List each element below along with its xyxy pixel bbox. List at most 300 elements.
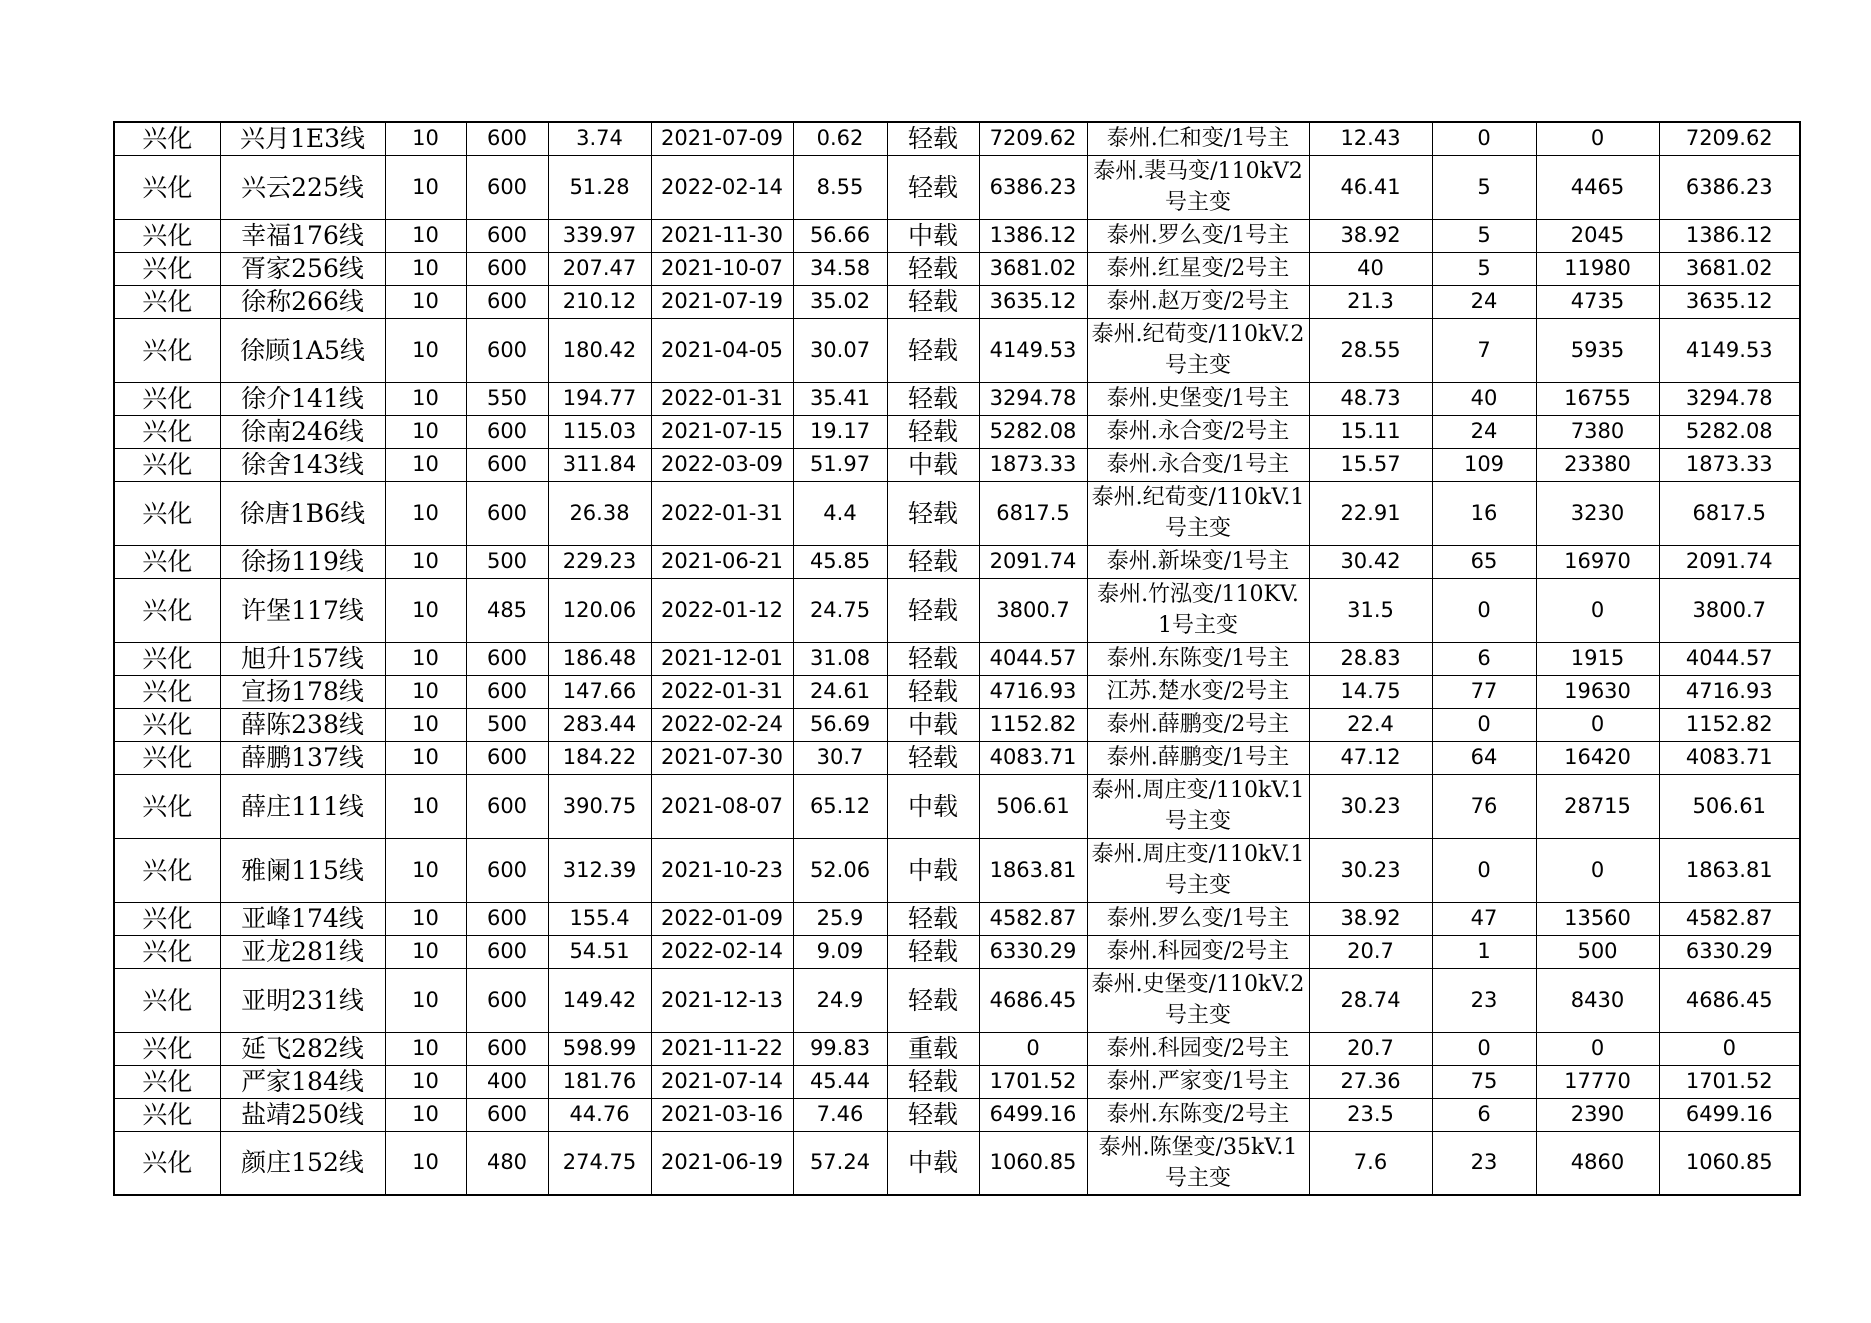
main-transformer-load-rate-cell: 47.12 (1309, 741, 1432, 774)
main-transformer-load-rate-cell: 22.4 (1309, 708, 1432, 741)
available-capacity-cell: 6386.23 (979, 155, 1087, 219)
load-rate-cell: 51.97 (793, 448, 887, 481)
user-count-cell: 75 (1432, 1065, 1536, 1098)
main-transformer-load-rate-cell: 31.5 (1309, 578, 1432, 642)
available-capacity-cell: 7209.62 (979, 122, 1087, 155)
voltage-cell: 10 (385, 838, 466, 902)
voltage-cell: 10 (385, 318, 466, 382)
line-name-cell: 许堡117线 (220, 578, 385, 642)
load-rate-cell: 25.9 (793, 902, 887, 935)
line-name-cell: 徐唐1B6线 (220, 481, 385, 545)
substation-cell: 泰州.永合变/1号主 (1087, 448, 1309, 481)
load-status-cell: 轻载 (887, 968, 979, 1032)
data-table (113, 121, 1801, 1196)
user-capacity-cell: 11980 (1536, 252, 1659, 285)
voltage-cell: 10 (385, 968, 466, 1032)
load-rate-cell: 19.17 (793, 415, 887, 448)
date-cell: 2021-07-09 (651, 122, 793, 155)
table-row (114, 219, 1800, 252)
max-current-cell: 210.12 (548, 285, 651, 318)
user-count-cell: 0 (1432, 838, 1536, 902)
available-capacity-cell: 3294.78 (979, 382, 1087, 415)
user-count-cell: 23 (1432, 968, 1536, 1032)
load-rate-cell: 24.75 (793, 578, 887, 642)
substation-cell: 泰州.罗么变/1号主 (1087, 902, 1309, 935)
main-transformer-load-rate-cell: 48.73 (1309, 382, 1432, 415)
rated-current-cell: 550 (466, 382, 548, 415)
max-current-cell: 339.97 (548, 219, 651, 252)
county-cell: 兴化 (114, 545, 220, 578)
remaining-capacity-cell: 4044.57 (1659, 642, 1800, 675)
user-capacity-cell: 0 (1536, 708, 1659, 741)
user-count-cell: 0 (1432, 578, 1536, 642)
load-status-cell: 重载 (887, 1032, 979, 1065)
date-cell: 2022-01-12 (651, 578, 793, 642)
substation-cell: 泰州.仁和变/1号主 (1087, 122, 1309, 155)
load-rate-cell: 45.85 (793, 545, 887, 578)
load-rate-cell: 56.66 (793, 219, 887, 252)
remaining-capacity-cell: 5282.08 (1659, 415, 1800, 448)
county-cell: 兴化 (114, 902, 220, 935)
line-name-cell: 雅阑115线 (220, 838, 385, 902)
load-status-cell: 轻载 (887, 382, 979, 415)
available-capacity-cell: 4044.57 (979, 642, 1087, 675)
date-cell: 2022-01-31 (651, 675, 793, 708)
county-cell: 兴化 (114, 642, 220, 675)
voltage-cell: 10 (385, 155, 466, 219)
substation-cell: 泰州.周庄变/110kV.1号主变 (1087, 774, 1309, 838)
remaining-capacity-cell: 3800.7 (1659, 578, 1800, 642)
substation-cell: 泰州.薛鹏变/2号主 (1087, 708, 1309, 741)
table-row (114, 252, 1800, 285)
date-cell: 2021-07-30 (651, 741, 793, 774)
rated-current-cell: 600 (466, 122, 548, 155)
table-row (114, 902, 1800, 935)
remaining-capacity-cell: 1863.81 (1659, 838, 1800, 902)
load-rate-cell: 56.69 (793, 708, 887, 741)
max-current-cell: 26.38 (548, 481, 651, 545)
voltage-cell: 10 (385, 902, 466, 935)
date-cell: 2021-10-07 (651, 252, 793, 285)
county-cell: 兴化 (114, 1065, 220, 1098)
user-capacity-cell: 0 (1536, 1032, 1659, 1065)
rated-current-cell: 600 (466, 902, 548, 935)
user-count-cell: 7 (1432, 318, 1536, 382)
available-capacity-cell: 4149.53 (979, 318, 1087, 382)
user-count-cell: 64 (1432, 741, 1536, 774)
date-cell: 2021-12-13 (651, 968, 793, 1032)
table-row (114, 481, 1800, 545)
user-count-cell: 16 (1432, 481, 1536, 545)
user-capacity-cell: 17770 (1536, 1065, 1659, 1098)
max-current-cell: 120.06 (548, 578, 651, 642)
load-rate-cell: 0.62 (793, 122, 887, 155)
line-name-cell: 兴云225线 (220, 155, 385, 219)
voltage-cell: 10 (385, 642, 466, 675)
max-current-cell: 207.47 (548, 252, 651, 285)
county-cell: 兴化 (114, 448, 220, 481)
county-cell: 兴化 (114, 285, 220, 318)
load-rate-cell: 35.02 (793, 285, 887, 318)
user-capacity-cell: 19630 (1536, 675, 1659, 708)
user-capacity-cell: 3230 (1536, 481, 1659, 545)
max-current-cell: 390.75 (548, 774, 651, 838)
max-current-cell: 181.76 (548, 1065, 651, 1098)
load-status-cell: 轻载 (887, 1098, 979, 1131)
load-status-cell: 轻载 (887, 318, 979, 382)
max-current-cell: 184.22 (548, 741, 651, 774)
county-cell: 兴化 (114, 1098, 220, 1131)
table-row (114, 675, 1800, 708)
line-name-cell: 盐靖250线 (220, 1098, 385, 1131)
main-transformer-load-rate-cell: 15.57 (1309, 448, 1432, 481)
rated-current-cell: 600 (466, 318, 548, 382)
main-transformer-load-rate-cell: 28.55 (1309, 318, 1432, 382)
remaining-capacity-cell: 1060.85 (1659, 1131, 1800, 1195)
county-cell: 兴化 (114, 578, 220, 642)
line-name-cell: 薛陈238线 (220, 708, 385, 741)
table-row (114, 382, 1800, 415)
rated-current-cell: 600 (466, 1098, 548, 1131)
rated-current-cell: 600 (466, 252, 548, 285)
remaining-capacity-cell: 4582.87 (1659, 902, 1800, 935)
substation-cell: 泰州.周庄变/110kV.1号主变 (1087, 838, 1309, 902)
load-rate-cell: 24.9 (793, 968, 887, 1032)
available-capacity-cell: 506.61 (979, 774, 1087, 838)
available-capacity-cell: 0 (979, 1032, 1087, 1065)
substation-cell: 江苏.楚水变/2号主 (1087, 675, 1309, 708)
rated-current-cell: 480 (466, 1131, 548, 1195)
user-count-cell: 77 (1432, 675, 1536, 708)
load-status-cell: 中载 (887, 838, 979, 902)
available-capacity-cell: 6499.16 (979, 1098, 1087, 1131)
table-row (114, 318, 1800, 382)
remaining-capacity-cell: 1152.82 (1659, 708, 1800, 741)
date-cell: 2022-01-31 (651, 481, 793, 545)
user-capacity-cell: 7380 (1536, 415, 1659, 448)
main-transformer-load-rate-cell: 20.7 (1309, 935, 1432, 968)
voltage-cell: 10 (385, 448, 466, 481)
rated-current-cell: 600 (466, 415, 548, 448)
load-status-cell: 轻载 (887, 252, 979, 285)
load-status-cell: 中载 (887, 774, 979, 838)
rated-current-cell: 500 (466, 545, 548, 578)
rated-current-cell: 500 (466, 708, 548, 741)
load-status-cell: 轻载 (887, 741, 979, 774)
load-rate-cell: 99.83 (793, 1032, 887, 1065)
line-name-cell: 宣扬178线 (220, 675, 385, 708)
table-row (114, 838, 1800, 902)
rated-current-cell: 600 (466, 741, 548, 774)
table-row (114, 1131, 1800, 1195)
main-transformer-load-rate-cell: 23.5 (1309, 1098, 1432, 1131)
voltage-cell: 10 (385, 774, 466, 838)
county-cell: 兴化 (114, 481, 220, 545)
remaining-capacity-cell: 1701.52 (1659, 1065, 1800, 1098)
available-capacity-cell: 4686.45 (979, 968, 1087, 1032)
user-count-cell: 47 (1432, 902, 1536, 935)
main-transformer-load-rate-cell: 30.23 (1309, 774, 1432, 838)
substation-cell: 泰州.史堡变/1号主 (1087, 382, 1309, 415)
rated-current-cell: 600 (466, 1032, 548, 1065)
load-rate-cell: 9.09 (793, 935, 887, 968)
available-capacity-cell: 1060.85 (979, 1131, 1087, 1195)
max-current-cell: 115.03 (548, 415, 651, 448)
user-capacity-cell: 16755 (1536, 382, 1659, 415)
max-current-cell: 149.42 (548, 968, 651, 1032)
load-status-cell: 轻载 (887, 481, 979, 545)
rated-current-cell: 485 (466, 578, 548, 642)
rated-current-cell: 600 (466, 774, 548, 838)
load-rate-cell: 52.06 (793, 838, 887, 902)
remaining-capacity-cell: 7209.62 (1659, 122, 1800, 155)
load-status-cell: 轻载 (887, 675, 979, 708)
available-capacity-cell: 1386.12 (979, 219, 1087, 252)
line-name-cell: 亚明231线 (220, 968, 385, 1032)
date-cell: 2021-08-07 (651, 774, 793, 838)
table-row (114, 122, 1800, 155)
rated-current-cell: 600 (466, 642, 548, 675)
table-row (114, 1032, 1800, 1065)
load-rate-cell: 34.58 (793, 252, 887, 285)
substation-cell: 泰州.纪荀变/110kV.2号主变 (1087, 318, 1309, 382)
table-row (114, 708, 1800, 741)
rated-current-cell: 400 (466, 1065, 548, 1098)
substation-cell: 泰州.罗么变/1号主 (1087, 219, 1309, 252)
date-cell: 2022-01-31 (651, 382, 793, 415)
rated-current-cell: 600 (466, 675, 548, 708)
substation-cell: 泰州.严家变/1号主 (1087, 1065, 1309, 1098)
substation-cell: 泰州.薛鹏变/1号主 (1087, 741, 1309, 774)
user-capacity-cell: 4465 (1536, 155, 1659, 219)
available-capacity-cell: 1152.82 (979, 708, 1087, 741)
user-capacity-cell: 16420 (1536, 741, 1659, 774)
voltage-cell: 10 (385, 708, 466, 741)
main-transformer-load-rate-cell: 28.83 (1309, 642, 1432, 675)
county-cell: 兴化 (114, 318, 220, 382)
county-cell: 兴化 (114, 415, 220, 448)
line-name-cell: 薛鹏137线 (220, 741, 385, 774)
load-status-cell: 轻载 (887, 155, 979, 219)
user-capacity-cell: 4860 (1536, 1131, 1659, 1195)
user-count-cell: 6 (1432, 1098, 1536, 1131)
date-cell: 2021-03-16 (651, 1098, 793, 1131)
line-name-cell: 亚峰174线 (220, 902, 385, 935)
county-cell: 兴化 (114, 1032, 220, 1065)
substation-cell: 泰州.东陈变/1号主 (1087, 642, 1309, 675)
load-rate-cell: 24.61 (793, 675, 887, 708)
user-capacity-cell: 23380 (1536, 448, 1659, 481)
substation-cell: 泰州.新垛变/1号主 (1087, 545, 1309, 578)
user-count-cell: 40 (1432, 382, 1536, 415)
line-name-cell: 徐舍143线 (220, 448, 385, 481)
date-cell: 2021-06-21 (651, 545, 793, 578)
table-row (114, 968, 1800, 1032)
user-capacity-cell: 1915 (1536, 642, 1659, 675)
user-capacity-cell: 2045 (1536, 219, 1659, 252)
voltage-cell: 10 (385, 481, 466, 545)
county-cell: 兴化 (114, 252, 220, 285)
user-capacity-cell: 28715 (1536, 774, 1659, 838)
max-current-cell: 194.77 (548, 382, 651, 415)
remaining-capacity-cell: 6499.16 (1659, 1098, 1800, 1131)
substation-cell: 泰州.裴马变/110kV2号主变 (1087, 155, 1309, 219)
substation-cell: 泰州.东陈变/2号主 (1087, 1098, 1309, 1131)
rated-current-cell: 600 (466, 155, 548, 219)
load-status-cell: 轻载 (887, 415, 979, 448)
line-name-cell: 薛庄111线 (220, 774, 385, 838)
remaining-capacity-cell: 3635.12 (1659, 285, 1800, 318)
load-status-cell: 轻载 (887, 578, 979, 642)
substation-cell: 泰州.科园变/2号主 (1087, 935, 1309, 968)
available-capacity-cell: 3635.12 (979, 285, 1087, 318)
load-status-cell: 轻载 (887, 545, 979, 578)
user-capacity-cell: 0 (1536, 578, 1659, 642)
available-capacity-cell: 3800.7 (979, 578, 1087, 642)
load-status-cell: 中载 (887, 1131, 979, 1195)
voltage-cell: 10 (385, 741, 466, 774)
table-row (114, 1098, 1800, 1131)
voltage-cell: 10 (385, 252, 466, 285)
county-cell: 兴化 (114, 155, 220, 219)
main-transformer-load-rate-cell: 15.11 (1309, 415, 1432, 448)
substation-cell: 泰州.史堡变/110kV.2号主变 (1087, 968, 1309, 1032)
table-row (114, 415, 1800, 448)
max-current-cell: 54.51 (548, 935, 651, 968)
available-capacity-cell: 1863.81 (979, 838, 1087, 902)
user-count-cell: 0 (1432, 1032, 1536, 1065)
load-status-cell: 中载 (887, 448, 979, 481)
table-row (114, 774, 1800, 838)
date-cell: 2022-02-14 (651, 155, 793, 219)
date-cell: 2021-04-05 (651, 318, 793, 382)
voltage-cell: 10 (385, 382, 466, 415)
date-cell: 2021-11-22 (651, 1032, 793, 1065)
voltage-cell: 10 (385, 578, 466, 642)
main-transformer-load-rate-cell: 30.42 (1309, 545, 1432, 578)
max-current-cell: 186.48 (548, 642, 651, 675)
date-cell: 2021-12-01 (651, 642, 793, 675)
county-cell: 兴化 (114, 968, 220, 1032)
main-transformer-load-rate-cell: 46.41 (1309, 155, 1432, 219)
line-name-cell: 延飞282线 (220, 1032, 385, 1065)
line-name-cell: 幸福176线 (220, 219, 385, 252)
max-current-cell: 598.99 (548, 1032, 651, 1065)
max-current-cell: 229.23 (548, 545, 651, 578)
substation-cell: 泰州.永合变/2号主 (1087, 415, 1309, 448)
table-row (114, 285, 1800, 318)
county-cell: 兴化 (114, 838, 220, 902)
max-current-cell: 155.4 (548, 902, 651, 935)
load-status-cell: 中载 (887, 219, 979, 252)
voltage-cell: 10 (385, 285, 466, 318)
line-name-cell: 严家184线 (220, 1065, 385, 1098)
main-transformer-load-rate-cell: 28.74 (1309, 968, 1432, 1032)
main-transformer-load-rate-cell: 30.23 (1309, 838, 1432, 902)
main-transformer-load-rate-cell: 14.75 (1309, 675, 1432, 708)
table-row (114, 935, 1800, 968)
max-current-cell: 311.84 (548, 448, 651, 481)
voltage-cell: 10 (385, 1098, 466, 1131)
user-capacity-cell: 2390 (1536, 1098, 1659, 1131)
remaining-capacity-cell: 6817.5 (1659, 481, 1800, 545)
voltage-cell: 10 (385, 1032, 466, 1065)
max-current-cell: 274.75 (548, 1131, 651, 1195)
load-rate-cell: 31.08 (793, 642, 887, 675)
load-rate-cell: 7.46 (793, 1098, 887, 1131)
line-name-cell: 徐顾1A5线 (220, 318, 385, 382)
remaining-capacity-cell: 4716.93 (1659, 675, 1800, 708)
voltage-cell: 10 (385, 415, 466, 448)
main-transformer-load-rate-cell: 12.43 (1309, 122, 1432, 155)
county-cell: 兴化 (114, 774, 220, 838)
user-capacity-cell: 500 (1536, 935, 1659, 968)
remaining-capacity-cell: 3681.02 (1659, 252, 1800, 285)
remaining-capacity-cell: 506.61 (1659, 774, 1800, 838)
main-transformer-load-rate-cell: 7.6 (1309, 1131, 1432, 1195)
max-current-cell: 283.44 (548, 708, 651, 741)
user-count-cell: 5 (1432, 219, 1536, 252)
substation-cell: 泰州.科园变/2号主 (1087, 1032, 1309, 1065)
load-rate-cell: 4.4 (793, 481, 887, 545)
user-count-cell: 1 (1432, 935, 1536, 968)
max-current-cell: 147.66 (548, 675, 651, 708)
voltage-cell: 10 (385, 122, 466, 155)
user-capacity-cell: 5935 (1536, 318, 1659, 382)
user-count-cell: 5 (1432, 252, 1536, 285)
county-cell: 兴化 (114, 935, 220, 968)
max-current-cell: 3.74 (548, 122, 651, 155)
voltage-cell: 10 (385, 1131, 466, 1195)
date-cell: 2021-10-23 (651, 838, 793, 902)
voltage-cell: 10 (385, 219, 466, 252)
table-row (114, 741, 1800, 774)
remaining-capacity-cell: 6386.23 (1659, 155, 1800, 219)
load-rate-cell: 30.7 (793, 741, 887, 774)
max-current-cell: 51.28 (548, 155, 651, 219)
main-transformer-load-rate-cell: 40 (1309, 252, 1432, 285)
load-rate-cell: 30.07 (793, 318, 887, 382)
rated-current-cell: 600 (466, 285, 548, 318)
available-capacity-cell: 2091.74 (979, 545, 1087, 578)
line-name-cell: 徐称266线 (220, 285, 385, 318)
load-rate-cell: 8.55 (793, 155, 887, 219)
user-capacity-cell: 13560 (1536, 902, 1659, 935)
remaining-capacity-cell: 1873.33 (1659, 448, 1800, 481)
load-status-cell: 轻载 (887, 122, 979, 155)
substation-cell: 泰州.竹泓变/110KV.1号主变 (1087, 578, 1309, 642)
main-transformer-load-rate-cell: 27.36 (1309, 1065, 1432, 1098)
county-cell: 兴化 (114, 708, 220, 741)
main-transformer-load-rate-cell: 38.92 (1309, 902, 1432, 935)
main-transformer-load-rate-cell: 22.91 (1309, 481, 1432, 545)
rated-current-cell: 600 (466, 838, 548, 902)
user-count-cell: 65 (1432, 545, 1536, 578)
load-rate-cell: 45.44 (793, 1065, 887, 1098)
remaining-capacity-cell: 4083.71 (1659, 741, 1800, 774)
substation-cell: 泰州.赵万变/2号主 (1087, 285, 1309, 318)
rated-current-cell: 600 (466, 481, 548, 545)
available-capacity-cell: 4083.71 (979, 741, 1087, 774)
max-current-cell: 312.39 (548, 838, 651, 902)
main-transformer-load-rate-cell: 21.3 (1309, 285, 1432, 318)
user-count-cell: 23 (1432, 1131, 1536, 1195)
available-capacity-cell: 4582.87 (979, 902, 1087, 935)
user-count-cell: 24 (1432, 285, 1536, 318)
county-cell: 兴化 (114, 382, 220, 415)
line-name-cell: 旭升157线 (220, 642, 385, 675)
table-body (114, 122, 1800, 1195)
